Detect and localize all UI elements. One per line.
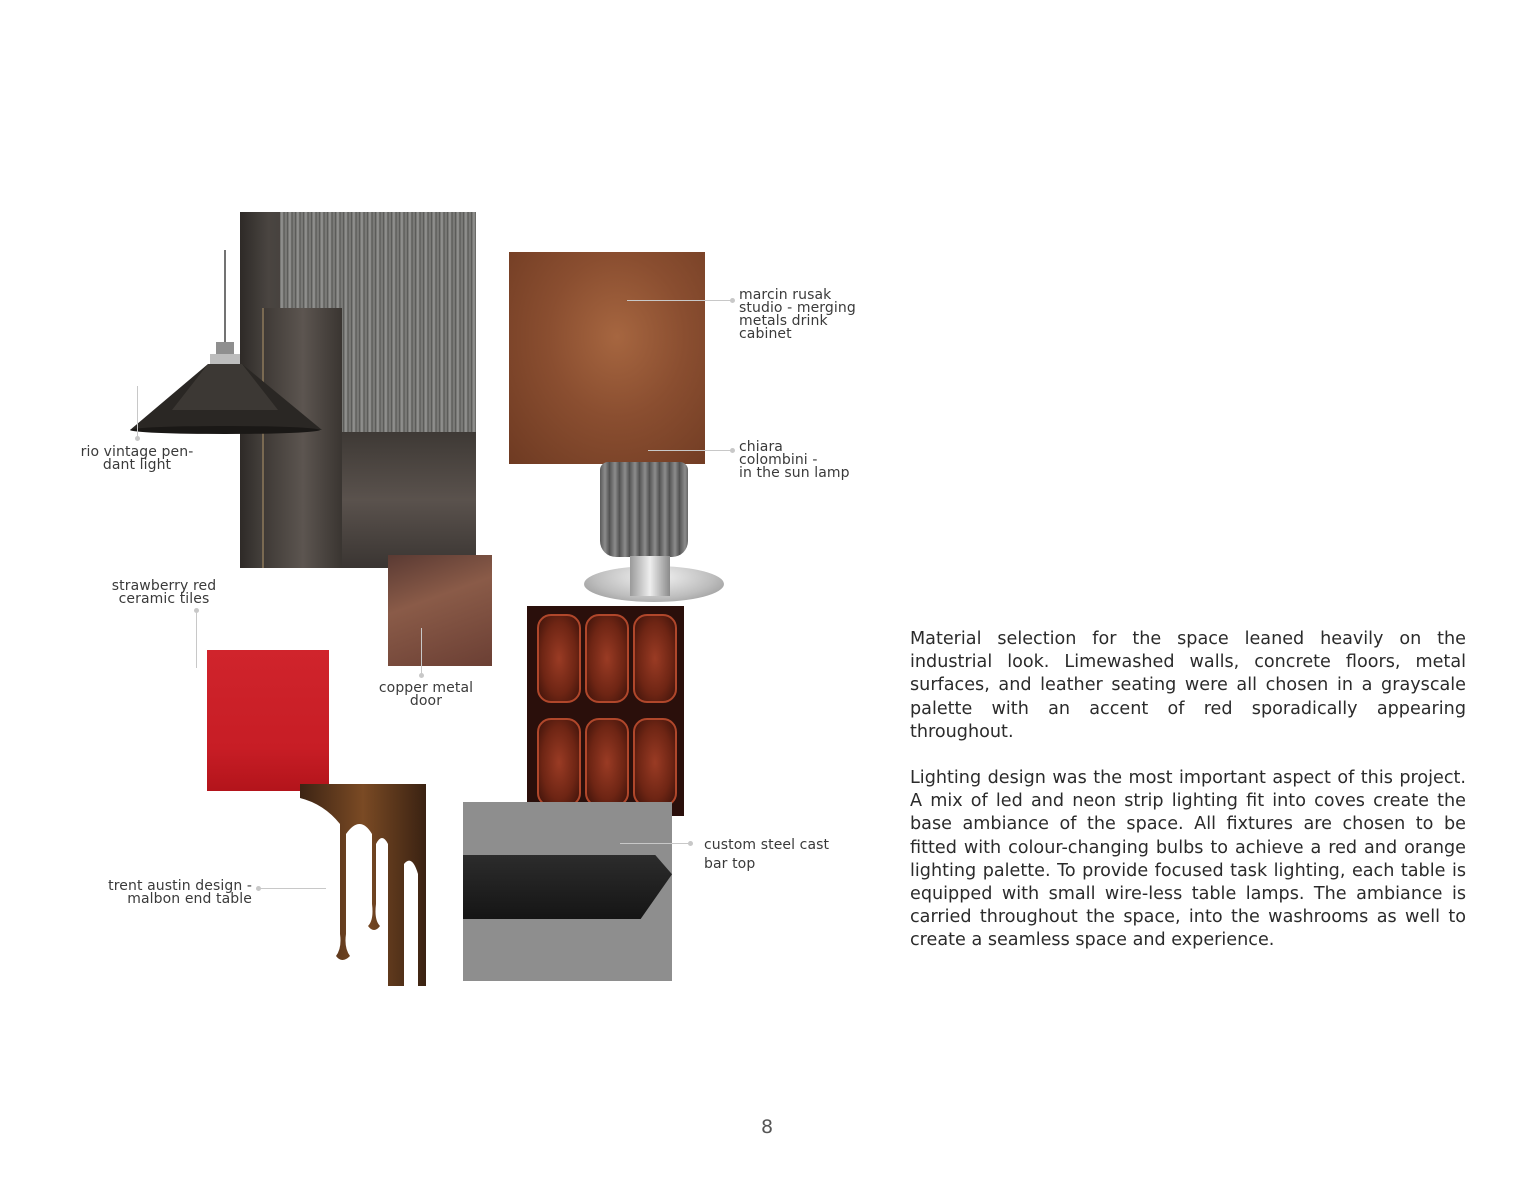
sun-lamp-photo [600, 462, 688, 557]
cabinet-cell [537, 718, 581, 807]
cabinet-cell [633, 718, 677, 807]
leader-pendant [137, 386, 138, 438]
pendant-light-photo [128, 250, 324, 436]
label-bar-top: custom steel cast bar top [704, 837, 830, 872]
leader-copper-door [421, 628, 422, 676]
dripping-end-table-photo [300, 784, 426, 986]
leader-bar-top [620, 843, 690, 844]
page-number: 8 [760, 1116, 774, 1138]
label-cabinet: marcin rusak studio - merging metals drink cabinet [739, 287, 856, 342]
red-tile-photo [207, 650, 329, 791]
steel-door-panel [336, 432, 476, 568]
lamp-stem [630, 556, 670, 596]
bar-slab [463, 855, 672, 919]
paragraph-lighting: Lighting design was the most important aspect of this project. A mix of led and neon strip lighting fit into coves create the base ambiance of the space. All fixtures are chosen to be fitted with colour-changing bulbs to achieve a red and orange lighting palette. To provide focused task lighting, each table is equipped with small wire-less table lamps. The ambiance is carried throughout the space, into the washrooms as well to create a seamless space and experience. [910, 768, 1466, 951]
cabinet-cell [537, 614, 581, 703]
leader-end-table [260, 888, 326, 889]
label-end-table: trent austin design - malbon end table [108, 878, 252, 907]
leader-cabinet [627, 300, 732, 301]
label-pendant: rio vintage pen- dant light [80, 444, 194, 473]
leader-dot [256, 886, 261, 891]
leader-dot [730, 448, 735, 453]
leader-dot [194, 608, 199, 613]
cabinet-cell [585, 718, 629, 807]
label-copper-door: copper metal door [378, 680, 474, 709]
leader-dot [419, 673, 424, 678]
leader-dot [730, 298, 735, 303]
leader-dot [688, 841, 693, 846]
leather-cabinet-photo [527, 606, 684, 816]
label-lamp: chiara colombini - in the sun lamp [739, 439, 850, 481]
label-tiles: strawberry red ceramic tiles [111, 578, 217, 607]
copper-cabinet-photo [509, 252, 705, 464]
copper-door-photo [388, 555, 492, 666]
leader-tiles [196, 612, 197, 668]
cabinet-cell [633, 614, 677, 703]
cabinet-cell [585, 614, 629, 703]
leader-dot [135, 436, 140, 441]
leader-lamp [648, 450, 732, 451]
paragraph-materials: Material selection for the space leaned heavily on the industrial look. Limewashed walls, concrete floors, metal surfaces, and leather seating were all chosen in a grayscale palette with an accent of red sporadically appearing throughout. [910, 629, 1466, 742]
